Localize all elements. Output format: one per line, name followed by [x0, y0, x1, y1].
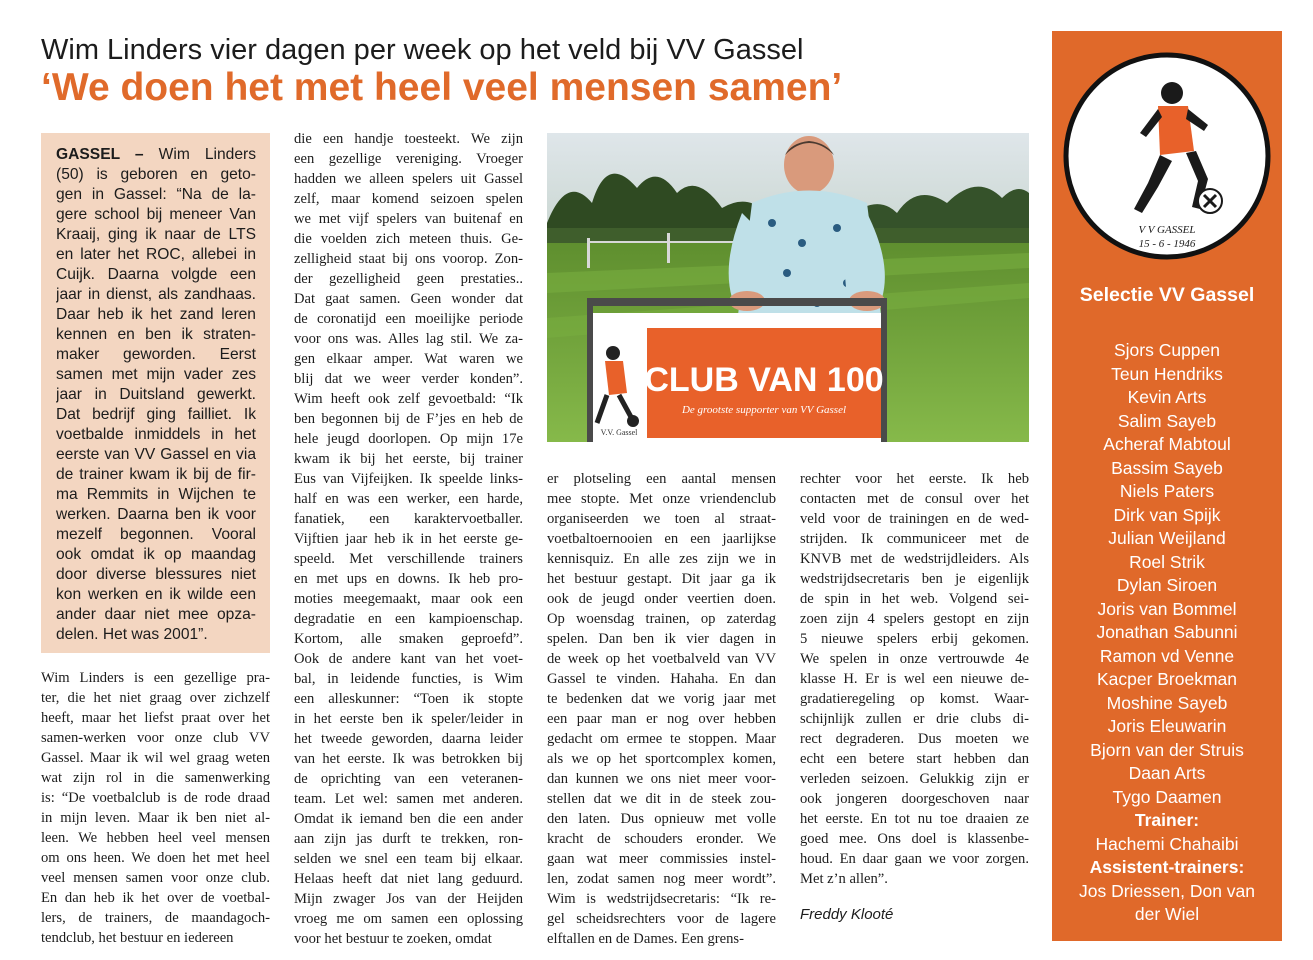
player-name: Dylan Siroen	[1116, 575, 1218, 595]
article-line: voor ons was. Alles lag stil. We za-	[294, 331, 523, 347]
player-name: Niels Paters	[1119, 481, 1215, 501]
article-line: Vijftien jaar heb ik in het eerste ge-	[294, 531, 523, 547]
article-kicker: Wim Linders vier dagen per week op het veld bij VV Gassel	[41, 34, 804, 66]
article-line: der gezelligheid geen prestaties..	[294, 271, 523, 287]
article-line: er plotseling een aantal mensen	[547, 471, 776, 487]
article-line: zoen zijn 4 spelers gestopt en zijn	[800, 611, 1029, 627]
sign-headline-text: CLUB VAN 100	[644, 361, 884, 399]
player-name: Roel Strik	[1129, 551, 1205, 572]
article-headline: ‘We doen het met heel veel mensen samen’	[41, 66, 843, 109]
sign-subtext: De grootste supporter van VV Gassel	[681, 404, 847, 416]
article-line: En dan heb ik het over de voetbal-	[41, 890, 270, 906]
article-line: om ons heen. We doen het met heel	[41, 850, 270, 866]
intro-line: Cuijk. Daarna volgde een	[56, 266, 256, 283]
article-line: Wim heeft ook zelf gevoetbald: “Ik	[294, 391, 523, 407]
intro-line: kon werken en ik wilde een	[56, 586, 256, 603]
article-line: gaan wat meer commissies instel-	[547, 851, 776, 867]
intro-line: Kraaij, ging ik naar de LTS	[56, 226, 256, 243]
article-line: half en was een werker, een harde,	[294, 491, 523, 507]
article-line: klasse H. Er is wel een nieuwe de-	[800, 671, 1029, 687]
article-line: team. Let wel: samen met anderen.	[294, 791, 523, 807]
article-line: in het eerste ben ik speler/leider in	[294, 711, 523, 727]
article-line: Met z’n allen”.	[800, 871, 888, 887]
article-line: Gassel te vinden. Hahaha. En dan	[547, 671, 776, 687]
article-line: van het eerste. Ik was betrokken bij	[294, 751, 523, 767]
intro-line: Dat bedrijf ging failliet. Ik	[56, 406, 256, 423]
photo-illustration	[547, 133, 1029, 442]
club-logo	[1060, 51, 1274, 261]
intro-line: ma Remmits in Wijchen te	[56, 486, 256, 503]
author-signature: Freddy Klooté	[800, 906, 894, 923]
article-line: samen-werken voor onze club VV	[41, 730, 270, 746]
article-line: Omdat ik iemand ben die een ander	[294, 811, 523, 827]
article-line: moties meegemaakt, maar ook een	[294, 591, 523, 607]
article-line: kennisquiz. En alle zes zijn we in	[547, 551, 776, 567]
intro-dateline: GASSEL –	[56, 146, 144, 163]
article-line: hele jeugd doorlopen. Op mijn 17e	[294, 431, 523, 447]
article-line: selden we snel een team bij elkaar.	[294, 851, 523, 867]
intro-line: Daar heb ik het zand leren	[56, 306, 256, 323]
article-line: we met vijf spelers van buitenaf en	[294, 211, 523, 227]
article-line: mee stopte. Met onze vriendenclub	[547, 491, 776, 507]
article-line: stellen dat we dit in de steek zou-	[547, 791, 776, 807]
intro-line: jaar in Duitsland gewerkt.	[56, 386, 256, 403]
article-line: ben begonnen bij de F’jes en heb de	[294, 411, 523, 427]
article-line: den laten. Dus opnieuw met volle	[547, 811, 776, 827]
intro-line: jaar in dienst, als zandhaas.	[56, 286, 256, 303]
player-name: Acheraf Mabtoul	[1103, 434, 1231, 454]
article-line: een paar man er nog over hebben	[547, 711, 776, 727]
article-line: het bestuur gestapt. Dit jaar ga ik	[547, 571, 776, 587]
article-line: houd. En daar gaan we voor zorgen.	[800, 851, 1029, 867]
player-name: Daan Arts	[1128, 763, 1206, 783]
article-line: gradatieregeling op komst. Waar-	[800, 691, 1029, 707]
article-line: het tweede geworden, daarna leider	[294, 731, 523, 747]
article-line: goed mee. Ons doel is klassenbe-	[800, 831, 1029, 847]
article-line: organiseerden we toen al straat-	[547, 511, 776, 527]
player-name: Bjorn van der Struis	[1090, 739, 1244, 760]
assistants-names: Jos Driessen, Don van	[1078, 880, 1256, 901]
article-line: gel scheidsrechters voor de lagere	[547, 911, 776, 927]
trainer-label: Trainer:	[1134, 810, 1200, 830]
assistants-label: Assistent-trainers:	[1089, 857, 1245, 877]
intro-line: en later het ROC, allebei in	[56, 246, 256, 263]
article-line: in mijn leven. Maar ik ben niet al-	[41, 810, 270, 826]
column-1-text	[41, 668, 270, 948]
article-line: hadden we alleen spelers uit Gassel	[294, 171, 523, 187]
intro-line: ook omdat ik op maandag	[56, 546, 256, 563]
intro-line: eerste van VV Gassel en via	[56, 446, 256, 463]
article-line: en met ups en downs. Ik heb pro-	[294, 571, 523, 587]
article-line: len, zodat samen nog meer wordt”.	[547, 871, 776, 887]
article-line: elftallen en de Dames. Een grens-	[547, 931, 744, 947]
article-line: schijnlijk zullen er drie clubs di-	[800, 711, 1029, 727]
article-line: voetbaltoernooien en een jaarlijkse	[547, 531, 776, 547]
article-line: strijden. Ik communiceer met de	[800, 531, 1029, 547]
article-line: leen. We hebben heel veel mensen	[41, 830, 270, 846]
intro-line: de trainer kwam ik bij de fir-	[56, 466, 256, 483]
intro-text	[56, 145, 256, 645]
player-name: Dirk van Spijk	[1113, 504, 1221, 525]
intro-line: gere school bij meneer Van	[56, 206, 256, 223]
article-line: zelf, maar komend seizoen spelen	[294, 191, 523, 207]
article-line: bal, in leidende functies, is Wim	[294, 671, 523, 687]
article-line: de oprichting van een veteranen-	[294, 771, 523, 787]
article-line: KNVB met de wedstrijdleiders. Als	[800, 551, 1029, 567]
article-line: blij dat we weer verder konden”.	[294, 371, 523, 387]
article-line: degradatie en een kampioenschap.	[294, 611, 523, 627]
article-line: tendclub, het bestuur en iedereen	[41, 930, 234, 946]
column-3-text	[547, 469, 776, 949]
player-name: Tygo Daamen	[1112, 786, 1222, 807]
logo-club-name: V V GASSEL	[1138, 224, 1196, 236]
trainer-name: Hachemi Chahaibi	[1095, 833, 1239, 854]
logo-founding-date: 15 - 6 - 1946	[1138, 238, 1196, 250]
intro-line: voetbalde inmiddels in het	[56, 426, 256, 443]
article-line: spelen. Dan ben ik vier dagen in	[547, 631, 776, 647]
article-line: wat zijn rol in die samenwerking	[41, 770, 270, 786]
article-line: 5 nieuwe spelers erbij gekomen.	[800, 631, 1029, 647]
player-name: Joris Eleuwarin	[1107, 716, 1227, 736]
column-4-text	[800, 469, 1029, 889]
player-name: Kacper Broekman	[1096, 669, 1238, 689]
article-line: contacten met de consul over het	[800, 491, 1029, 507]
article-line: Kortom, alle smaken geproefd”.	[294, 631, 523, 647]
assistants-names-cont: der Wiel	[1134, 904, 1200, 924]
article-line: een gezellige vereniging. Vroeger	[294, 151, 523, 167]
article-line: verleden seizoen. Gelukkig zijn er	[800, 771, 1029, 787]
intro-line: maker geworden. Eerst	[56, 346, 256, 363]
article-line: als we op het sportcomplex komen,	[547, 751, 776, 767]
player-name: Joris van Bommel	[1097, 598, 1237, 619]
intro-line: door diverse blessures niet	[56, 566, 256, 583]
article-line: gen elkaar amper. Wat waren we	[294, 351, 523, 367]
article-line: is: “De voetbalclub is de rode draad	[41, 790, 270, 806]
article-line: veel mensen samen voor onze club.	[41, 870, 270, 886]
roster-list	[1052, 339, 1282, 927]
player-name: Salim Sayeb	[1117, 410, 1217, 431]
player-name: Bassim Sayeb	[1111, 457, 1223, 478]
player-name: Ramon vd Venne	[1099, 645, 1235, 666]
intro-line: werken. Daarna ben ik voor	[56, 506, 256, 523]
article-line: lers, de trainers, de maandagoch-	[41, 910, 270, 926]
sidebar	[1052, 31, 1282, 941]
article-line: de week op het voetbalveld van VV	[547, 651, 776, 667]
article-line: Dat gaat samen. Geen wonder dat	[294, 291, 523, 307]
article-line: fanatiek, een karaktervoetballer.	[294, 511, 523, 527]
article-line: vroeg me om samen een oplossing	[294, 911, 523, 927]
intro-line: ander daar niet mee opza-	[56, 606, 256, 623]
article-line: rect degraderen. Dus moeten we	[800, 731, 1029, 747]
article-line: aan zijn jas durft te trekken, ron-	[294, 831, 523, 847]
article-line: ter, die het niet graag over zichzelf	[41, 690, 270, 706]
article-line: die voelden zich meteen thuis. Ge-	[294, 231, 523, 247]
article-line: Gassel. Maar ik wil wel graag weten	[41, 750, 270, 766]
player-name: Kevin Arts	[1127, 387, 1207, 407]
article-line: Helaas heeft dat niet lang geduurd.	[294, 871, 523, 887]
article-line: ook jongeren doorgeschoven naar	[800, 791, 1029, 807]
intro-line: GASSEL – Wim Linders	[56, 146, 256, 163]
article-line: gedacht om ermee te stoppen. Maar	[547, 731, 776, 747]
sidebar-title: Selectie VV Gassel	[1079, 284, 1255, 306]
article-line: te bedenken dat we vorig jaar met	[547, 691, 776, 707]
article-line: dan kunnen we ons niet meer voor-	[547, 771, 776, 787]
article-line: Ook de andere kant van het voet-	[294, 651, 523, 667]
sign-logo-text: V.V. Gassel	[600, 428, 638, 437]
article-line: Wim Linders is een gezellige pra-	[41, 670, 270, 686]
intro-box	[41, 133, 270, 653]
player-name: Teun Hendriks	[1111, 363, 1223, 384]
intro-line: samen met mijn vader zes	[56, 366, 256, 383]
article-line: kwam ik bij het eerste, bij trainer	[294, 451, 523, 467]
article-line: het eerste. En tot nu toe draaien ze	[800, 811, 1029, 827]
player-name: Julian Weijland	[1108, 528, 1226, 548]
article-line: zelligheid staat bij ons voorop. Zon-	[294, 251, 523, 267]
intro-line: (50) is geboren en geto-	[56, 166, 256, 183]
column-2-text	[294, 129, 523, 949]
article-line: veld voor de trainingen en de wed-	[800, 511, 1029, 527]
article-line: Op woensdag trainen, op zaterdag	[547, 611, 776, 627]
article-line: ook de jeugd onder veertien doen.	[547, 591, 776, 607]
article-line: voor het bestuur te zoeken, omdat	[294, 931, 492, 947]
article-line: Eus van Vijfeijken. Ik speelde links-	[294, 471, 523, 487]
article-line: Wim is wedstrijdsecretaris: “Ik re-	[547, 891, 776, 907]
player-name: Jonathan Sabunni	[1096, 622, 1238, 642]
article-line: heeft, maar het liefst praat over het	[41, 710, 270, 726]
article-line: rechter voor het eerste. Ik heb	[800, 471, 1029, 487]
article-line: speeld. Met verschillende trainers	[294, 551, 523, 567]
intro-line: gen in Gassel: “Na de la-	[56, 186, 256, 203]
intro-line: kennen en ben ik straten-	[56, 326, 256, 343]
article-photo	[547, 133, 1029, 442]
article-line: We spelen in onze vertrouwde 4e	[800, 651, 1029, 667]
player-name: Moshine Sayeb	[1106, 692, 1228, 713]
article-line: echt een betere start hebben dan	[800, 751, 1029, 767]
article-line: de spin in het web. Volgend sei-	[800, 591, 1029, 607]
article-line: Mijn zwager Jos van der Heijden	[294, 891, 523, 907]
article-line: kracht de schouders eronder. We	[547, 831, 776, 847]
article-line: die een handje toesteekt. We zijn	[294, 131, 523, 147]
player-name: Sjors Cuppen	[1113, 340, 1221, 360]
article-line: de coronatijd een moeilijke periode	[294, 311, 523, 327]
article-line: een alleskunner: “Toen ik stopte	[294, 691, 523, 707]
intro-line: delen. Het was 2001”.	[56, 626, 208, 643]
intro-line: mezelf begonnen. Vooral	[56, 526, 256, 543]
article-line: wedstrijdsecretaris ben je eigenlijk	[800, 571, 1029, 587]
